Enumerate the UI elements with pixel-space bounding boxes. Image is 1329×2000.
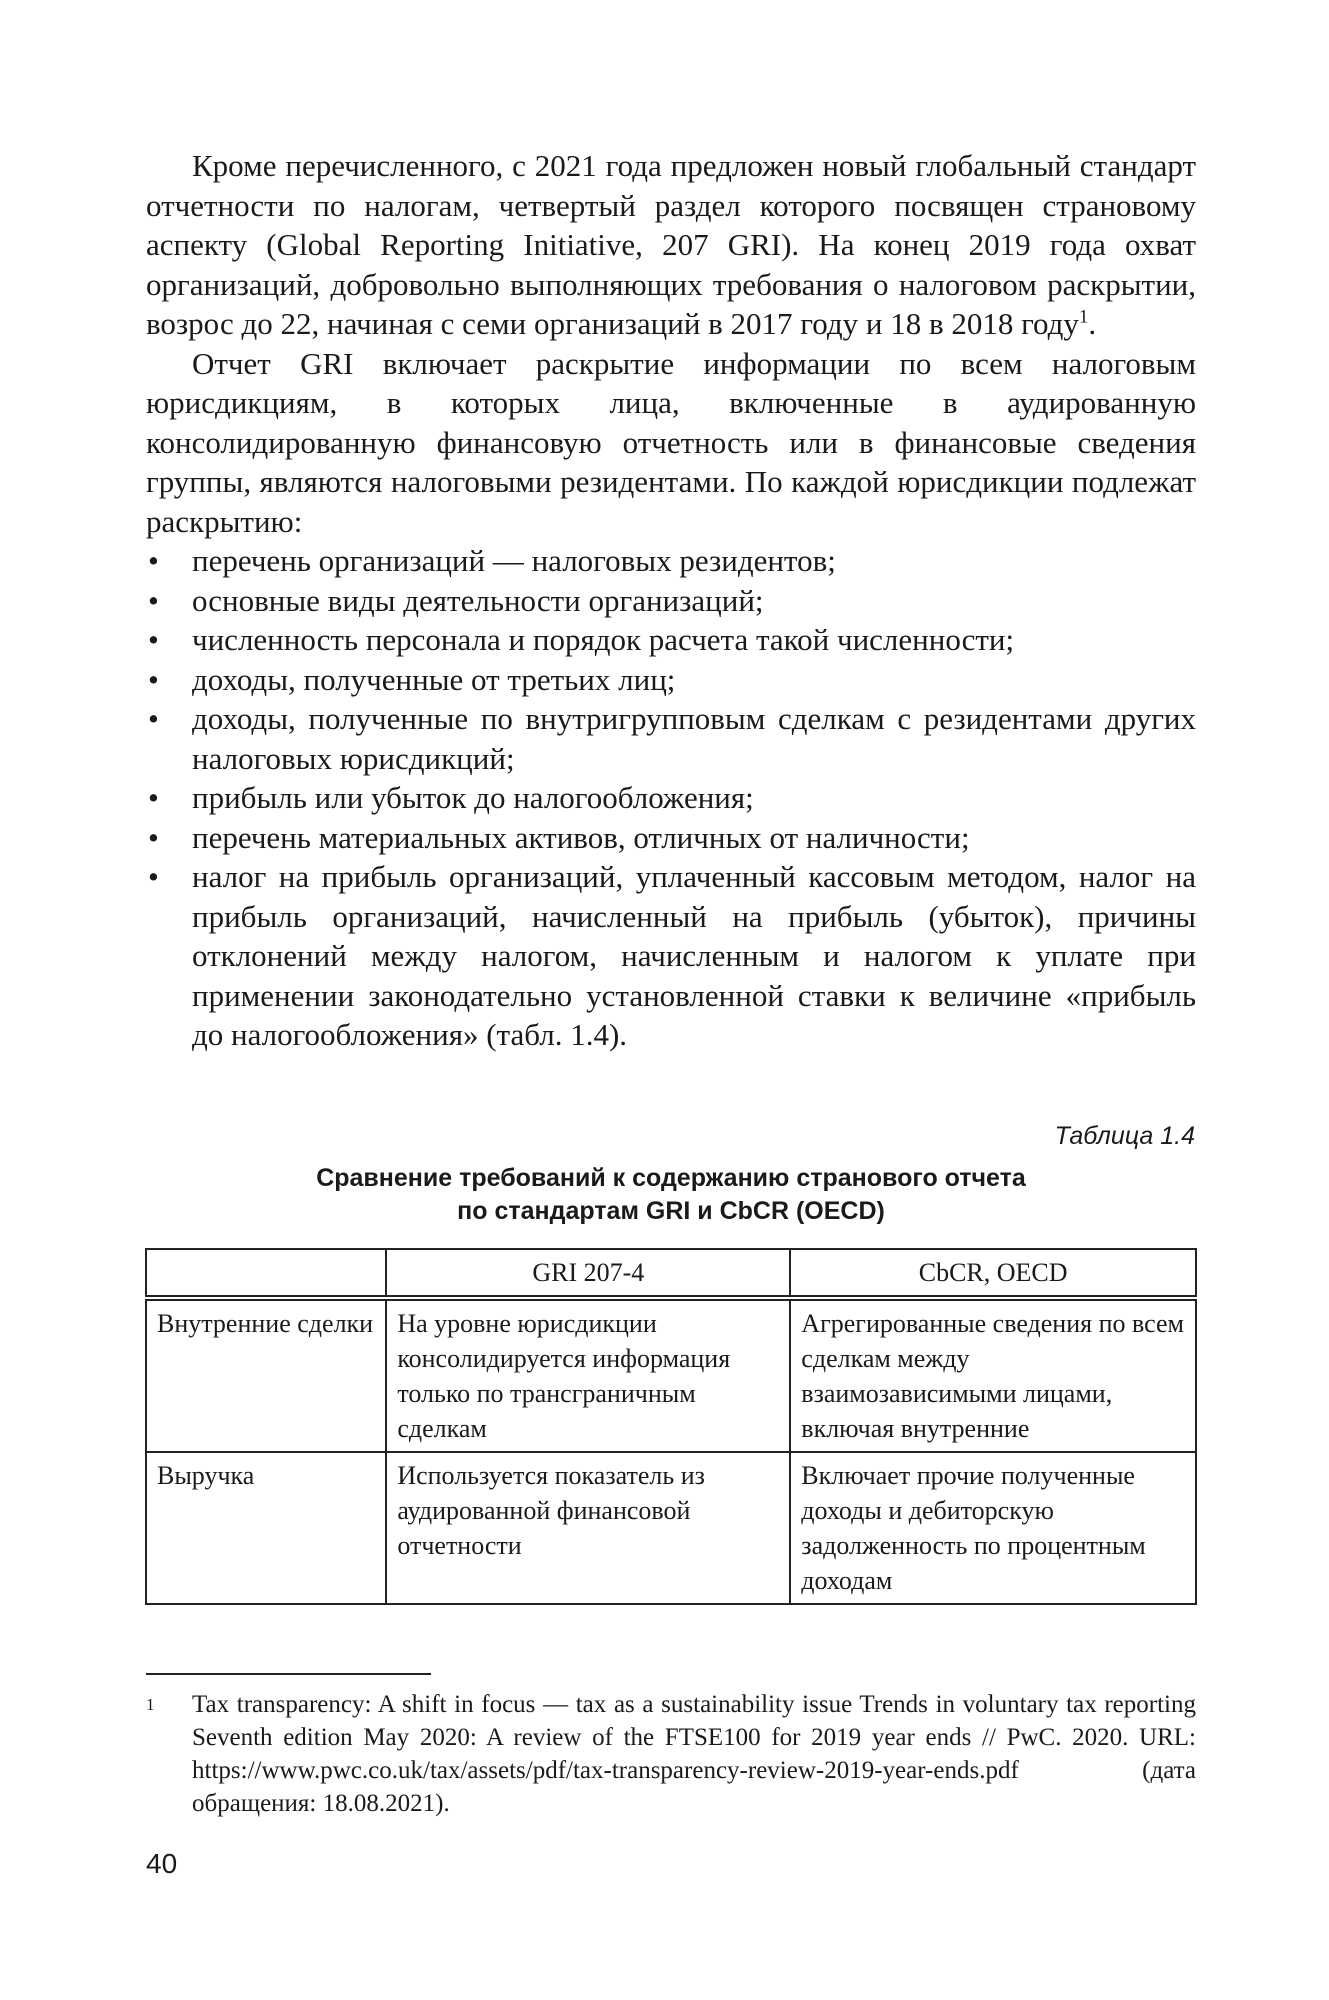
table-title-line-1: Сравнение требований к содержанию странового отчета: [316, 1164, 1026, 1192]
table-header-cell-gri: GRI 207-4: [386, 1249, 790, 1298]
table-cell: Выручка: [146, 1452, 386, 1604]
list-item-text: перечень материальных активов, отличных от наличности;: [192, 819, 970, 855]
table-cell: На уровне юрисдикции консолидируется информация только по трансграничным сделкам: [386, 1298, 790, 1452]
list-item: [146, 581, 1196, 621]
footnote-reference[interactable]: 1: [1078, 306, 1089, 328]
page-number: 40: [146, 1848, 178, 1879]
bullet-icon: •: [148, 819, 159, 855]
paragraph-1: [146, 146, 1196, 344]
list-item: [146, 857, 1196, 1055]
table-cell: Внутренние сделки: [146, 1298, 386, 1452]
list-item-text: перечень организаций — налоговых резидентов;: [192, 543, 836, 578]
footnote-mark: 1: [146, 1695, 155, 1714]
body-text: [146, 146, 1196, 1055]
table-header-row: [146, 1249, 1196, 1298]
bullet-list: [146, 541, 1196, 1055]
list-item-text: доходы, полученные по внутригрупповым сделкам с резидентами других налоговых юрисдикций;: [192, 701, 1196, 776]
table-row: [146, 1452, 1196, 1604]
bullet-icon: •: [148, 582, 159, 618]
table-header-cell-cbcr: CbCR, OECD: [790, 1249, 1196, 1298]
list-item: [146, 818, 1196, 858]
list-item-text: основные виды деятельности организаций;: [192, 582, 764, 618]
bullet-icon: •: [148, 701, 159, 736]
table-title-line-2: по стандартам GRI и CbCR (OECD): [457, 1197, 885, 1225]
comparison-table: [145, 1248, 1197, 1605]
list-item-text: налог на прибыль организаций, уплаченный кассовым методом, налог на прибыль организаций, начисленный на прибыль (убыток), причины отклонений между налогом, начисленным и налогом к уплате при применении законодательно установленной ставки к величине «прибыль до налогообложения» (табл. 1.4).: [192, 859, 1196, 1052]
table-row: [146, 1298, 1196, 1452]
list-item: [146, 541, 1196, 581]
list-item-text: численность персонала и порядок расчета такой численности;: [192, 622, 1015, 657]
table-title: [146, 1162, 1196, 1228]
bullet-icon: •: [148, 622, 159, 657]
bullet-icon: •: [148, 543, 159, 578]
list-item: [146, 620, 1196, 660]
table-cell: Используется показатель из аудированной финансовой отчетности: [386, 1452, 790, 1604]
footnote-text: Tax transparency: A shift in focus — tax as a sustainability issue Trends in voluntary tax reporting Seventh edition May 2020: A review of the FTSE100 for 2019 year ends // PwC. 2020. URL: https://www.pwc.co.uk/tax/assets/pdf/tax-transparency-review-2019-year-ends.pdf (дата обращения: 18.08.2021).: [192, 1691, 1196, 1817]
list-item-text: прибыль или убыток до налогообложения;: [192, 780, 754, 815]
footnote-divider: [146, 1673, 431, 1675]
paragraph-1-tail: .: [1088, 306, 1097, 341]
paragraph-2: Отчет GRI включает раскрытие информации по всем налоговым юрисдикциям, в которых лица, включенные в аудированную консолидированную финансовую отчетность или в финансовые сведения группы, являются налоговыми резидентами. По каждой юрисдикции подлежат раскрытию:: [146, 345, 1196, 539]
list-item-text: доходы, полученные от третьих лиц;: [192, 661, 676, 697]
table-cell: Агрегированные сведения по всем сделкам между взаимозависимыми лицами, включая внутренние: [790, 1298, 1196, 1452]
list-item: [146, 778, 1196, 818]
table-cell: Включает прочие полученные доходы и дебиторскую задолженность по процентным доходам: [790, 1452, 1196, 1604]
list-item: [146, 660, 1196, 700]
bullet-icon: •: [148, 780, 159, 815]
bullet-icon: •: [148, 661, 159, 697]
footnote: [146, 1688, 1196, 1820]
bullet-icon: •: [148, 859, 159, 894]
table-label: Таблица 1.4: [1054, 1122, 1195, 1150]
list-item: [146, 699, 1196, 778]
table-header-cell-empty: [146, 1249, 386, 1298]
paragraph-1-text: Кроме перечисленного, с 2021 года предложен новый глобальный стандарт отчетности по налогам, четвертый раздел которого посвящен страновому аспекту (Global Reporting Initiative, 207 GRI). На конец 2019 года охват организаций, добровольно выполняющих требования о налоговом раскрытии, возрос до 22, начиная с семи организаций в 2017 году и 18 в 2018 году: [146, 148, 1196, 341]
